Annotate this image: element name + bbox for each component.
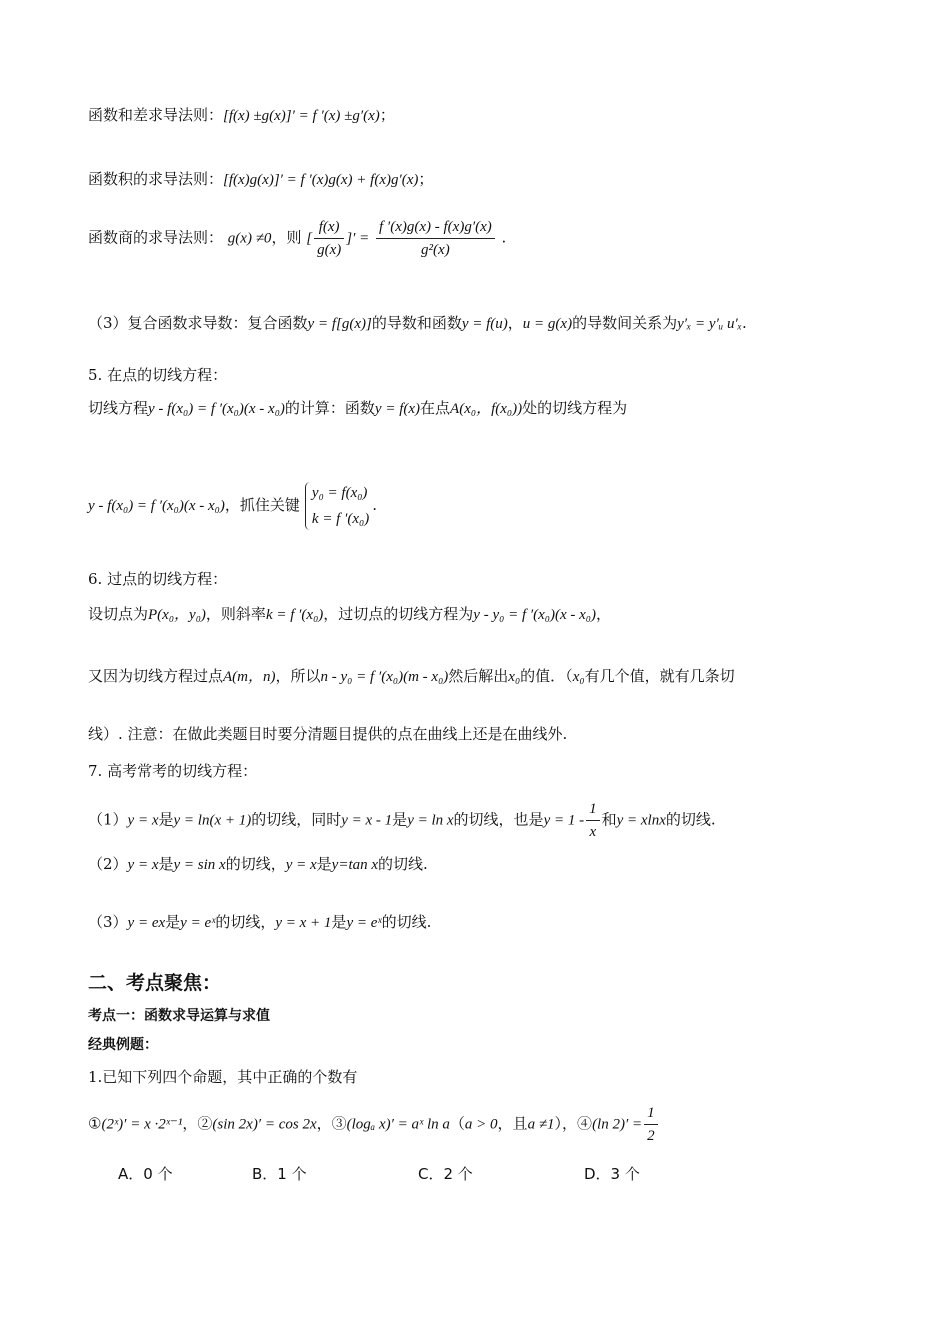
quotient-rhs-fraction: $\frac{f '(x)g(x) - f(x)g'(x)}{\text{g²(x)}}$: [376, 218, 495, 259]
section-7-row-2: （2）y = x是y = sin x的切线，y = x是y=tan x的切线.: [88, 855, 428, 873]
topic-1-heading: 考点一：函数求导运算与求值: [88, 1008, 270, 1024]
composite-rule: （3）复合函数求导数：复合函数y = f[g(x)]的导数和函数y = f(u)，u = g(x)的导数间关系为y′ₓ = y′ᵤ u′ₓ.: [88, 314, 747, 332]
question-1-statements: ①(2ˣ)′ = x ·2ˣ⁻¹，②(sin 2x)′ = cos 2x，③(logₐ x)′ = aˣ ln a（a > 0，且a ≠1），④(ln 2)′ = $\frac{1}{2}$: [88, 1104, 660, 1145]
quotient-condition: g(x) ≠0: [227, 230, 272, 247]
one-over-x-fraction: $\frac{1}{x}$: [586, 800, 600, 841]
composite-relation: y′ₓ = y′ᵤ u′ₓ: [677, 316, 743, 332]
product-rule: 函数积的求导法则：[f(x)g(x)]′ = f ′(x)g(x) + f(x)g′(x)；: [88, 170, 434, 188]
examples-heading: 经典例题：: [88, 1037, 158, 1053]
sum-rule-formula: [f(x) ±g(x)]′ = f ′(x) ±g′(x): [223, 108, 380, 124]
quotient-rule: 函数商的求导法则： g(x) ≠0，则 [ $\frac{f(x)}{g(x)}$ ]′ = $\frac{f '(x)g(x) - f(x)g'(x)}{\text{g²(x)}}$ .: [88, 219, 507, 258]
section-6-line-2: 又因为切线方程过点A(m，n)，所以n - y₀ = f ′(x₀)(m - x₀)然后解出x₀的值．（x₀有几个值，就有几条切: [88, 667, 735, 685]
section-6-line-1: 设切点为P(x₀，y₀)，则斜率k = f ′(x₀)，过切点的切线方程为y - y₀ = f ′(x₀)(x - x₀)，: [88, 605, 612, 623]
quotient-rule-label: 函数商的求导法则：: [88, 228, 224, 247]
product-rule-formula: [f(x)g(x)]′ = f ′(x)g(x) + f(x)g′(x): [223, 172, 419, 188]
one-half-fraction: $\frac{1}{2}$: [644, 1104, 658, 1145]
key-equation-system: y₀ = f(x₀) k = f ′(x₀): [303, 480, 369, 532]
section-7-row-1: （1）y = x是y = ln(x + 1)的切线，同时y = x - 1是y = ln x的切线，也是y = 1 - $\frac{1}{x}$ 和y = xlnx的切线.: [88, 801, 716, 840]
section-5-line-2: y - f(x₀) = f ′(x₀)(x - x₀)，抓住关键 y₀ = f(x₀) k = f ′(x₀) .: [88, 480, 377, 532]
option-a[interactable]: A．0 个: [118, 1165, 173, 1183]
section-7-row-3: （3）y = ex是y = eˣ的切线，y = x + 1是y = eˣ的切线.: [88, 913, 432, 931]
option-b[interactable]: B．1 个: [252, 1165, 307, 1183]
sum-rule: 函数和差求导法则：[f(x) ±g(x)]′ = f ′(x) ±g′(x)；: [88, 106, 395, 124]
section-5-line-1: 切线方程y - f(x₀) = f ′(x₀)(x - x₀)的计算：函数y = f(x)在点A(x₀，f(x₀))处的切线方程为: [88, 399, 628, 417]
section-6-title: 6. 过点的切线方程：: [88, 570, 228, 588]
product-rule-label: 函数积的求导法则：: [88, 170, 224, 188]
option-c[interactable]: C．2 个: [418, 1165, 473, 1183]
option-d[interactable]: D．3 个: [584, 1165, 640, 1183]
part-2-heading: 二、考点聚焦：: [88, 972, 222, 994]
section-7-title: 7. 高考常考的切线方程：: [88, 762, 258, 780]
section-5-title: 5. 在点的切线方程：: [88, 366, 228, 384]
quotient-lhs-fraction: $\frac{f(x)}{g(x)}$: [314, 218, 344, 259]
question-1-stem: 1.已知下列四个命题，其中正确的个数有: [88, 1068, 358, 1086]
sum-rule-label: 函数和差求导法则：: [88, 106, 224, 124]
section-6-line-3: 线）. 注意：在做此类题目时要分清题目提供的点在曲线上还是在曲线外.: [88, 725, 568, 743]
